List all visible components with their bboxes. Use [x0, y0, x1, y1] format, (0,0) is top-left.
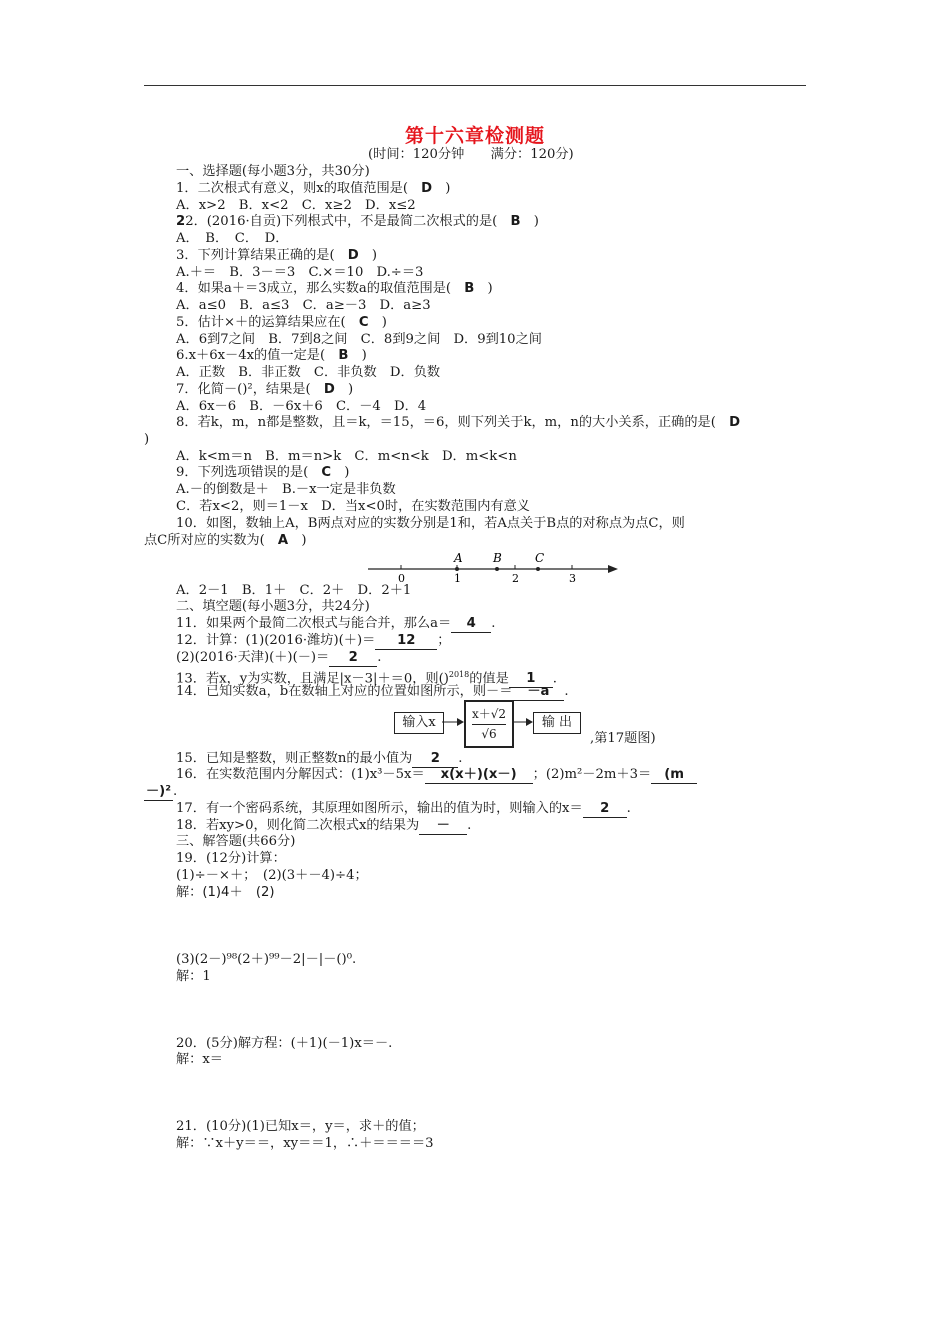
tick-label-3: 3 [569, 572, 576, 585]
question-15: 15．已知是整数，则正整数n的最小值为 2 . [176, 751, 463, 766]
question-16: 16．在实数范围内分解因式：(1)x³－5x＝ x(x＋)(x－) ；(2)m²－2m＋3＝ (m [176, 767, 697, 784]
label-b: B [493, 553, 502, 565]
blank-11: 4 [451, 616, 491, 633]
question-18: 18．若xy>0，则化简二次根式x的结果为 － . [176, 818, 472, 833]
blank-13: 1 [509, 671, 553, 688]
flowchart-figure [394, 700, 594, 748]
label-a: A [454, 553, 463, 565]
question-19-3: (3)(2－)⁹⁸(2＋)⁹⁹－2|－|－()⁰. [176, 952, 357, 967]
question-5: 5．估计×＋的运算结果应在( C ) [176, 315, 387, 330]
question-8: 8．若k，m，n都是整数，且＝k，＝15，＝6，则下列关于k，m，n的大小关系，正确的是( D [176, 415, 741, 430]
options-7: A．6x－6 B．－6x＋6 C．－4 D．4 [176, 399, 427, 414]
tick-label-2: 2 [512, 572, 519, 585]
question-20: 20．(5分)解方程：(＋1)(－1)x＝－. [176, 1036, 393, 1051]
answer-2: B [510, 214, 521, 229]
question-10: 10．如图，数轴上A，B两点对应的实数分别是1和，若A点关于B点的对称点为点C，则 [176, 516, 685, 531]
options-3: A.＋＝ B．3－＝3 C.×＝10 D.÷＝3 [176, 265, 424, 280]
section-choice: 一、选择题(每小题3分，共30分) [176, 164, 370, 179]
question-19: 19．(12分)计算： [176, 851, 286, 866]
subtitle: (时间：120分钟 满分：120分) [368, 147, 574, 162]
blank-16-1: x(x＋)(x－) [425, 767, 533, 784]
question-12: 12．计算：(1)(2016·潍坊)(＋)＝ 12 ； [176, 633, 451, 648]
question-3: 3．下列计算结果正确的是( D ) [176, 248, 378, 263]
question-4: 4．如果a＋＝3成立，那么实数a的取值范围是( B ) [176, 281, 493, 296]
arrow-icon [608, 565, 618, 573]
point-b [495, 567, 499, 571]
tick-label-0: 0 [398, 572, 405, 585]
options-10: A．2－1 B．1＋ C．2＋ D．2＋1 [176, 583, 412, 598]
question-9: 9．下列选项错误的是( C ) [176, 465, 350, 480]
answer-4: B [464, 281, 475, 296]
tick-label-1: 1 [454, 572, 461, 585]
options-1: A．x>2 B．x<2 C．x≥2 D．x≤2 [176, 198, 416, 213]
blank-15: 2 [412, 751, 458, 768]
blank-12-1: 12 [375, 633, 437, 650]
question-14: 14．已知实数a，b在数轴上对应的位置如图所示，则－＝ －a . [176, 684, 569, 699]
header-rule [144, 85, 806, 86]
blank-18: － [419, 818, 467, 835]
answer-5: C [358, 315, 369, 330]
flow-arrow-2 [513, 716, 533, 728]
solution-19: 解：(1)4＋ (2) [176, 885, 275, 900]
question-17: 17．有一个密码系统，其原理如图所示，输出的值为时，则输入的x＝ 2 . [176, 801, 631, 816]
question-19-parts: (1)÷－×＋； (2)(3＋－4)÷4； [176, 868, 368, 883]
solution-20: 解：x＝ [176, 1052, 223, 1067]
point-c [536, 567, 540, 571]
flow-process-box [464, 700, 514, 748]
answer-1: D [421, 181, 433, 196]
blank-12-2: 2 [329, 650, 377, 667]
question-1: 1．二次根式有意义，则x的取值范围是( D ) [176, 181, 451, 196]
answer-7: D [323, 382, 335, 397]
blank-14: －a [512, 684, 564, 701]
question-6: 6.x＋6x－4x的值一定是( B ) [176, 348, 367, 363]
flow-numerator: x＋√2 [471, 707, 507, 721]
options-8: A．k<m＝n B．m＝n>k C．m<n<k D．m<k<n [176, 449, 517, 464]
question-10-cont: 点C所对应的实数为( A ) [144, 533, 307, 548]
question-8-close: ) [144, 432, 150, 447]
figure-17-caption: ,第17题图) [590, 731, 656, 746]
answer-10: A [277, 533, 289, 548]
section-solve: 三、解答题(共66分) [176, 834, 296, 849]
flow-denominator: √6 [481, 727, 497, 741]
flow-input-box: 输入x [394, 712, 444, 734]
options-9a: A.－的倒数是＋ B.－x一定是非负数 [176, 482, 396, 497]
options-5: A．6到7之间 B．7到8之间 C．8到9之间 D．9到10之间 [176, 332, 542, 347]
answer-9: C [321, 465, 332, 480]
question-16-cont: －)² . [146, 784, 178, 799]
options-9b: C．若x<2，则＝1－x D．当x<0时，在实数范围内有意义 [176, 499, 530, 514]
point-a [455, 567, 459, 571]
blank-17: 2 [583, 801, 627, 818]
question-12-2: (2)(2016·天津)(＋)(－)＝ 2 . [176, 650, 382, 665]
question-11: 11．如果两个最简二次根式与能合并，那么a＝ 4 . [176, 616, 496, 631]
number-line-figure [368, 553, 618, 585]
answer-6: B [338, 348, 349, 363]
blank-16-2: (m [651, 767, 697, 784]
options-4: A．a≤0 B．a≤3 C．a≥－3 D．a≥3 [176, 298, 431, 313]
section-fill: 二、填空题(每小题3分，共24分) [176, 599, 370, 614]
solution-21: 解：∵x＋y＝＝，xy＝＝1，∴＋＝＝＝＝3 [176, 1136, 434, 1151]
question-21: 21．(10分)(1)已知x＝，y＝，求＋的值； [176, 1119, 425, 1134]
answer-3: D [347, 248, 359, 263]
answer-8: D [729, 415, 741, 430]
blank-16-2-cont: －)² [146, 784, 171, 799]
question-2: 22．(2016·自贡)下列根式中，不是最简二次根式的是( B ) [176, 214, 539, 229]
options-2: A． B． C． D． [176, 231, 289, 246]
question-13: 13．若x，y为实数，且满足|x－3|＋＝0，则()$^{2018}$的值是 1 . [176, 670, 557, 687]
flow-arrow-1 [442, 716, 464, 728]
flow-output-box: 输 出 [533, 712, 581, 734]
label-c: C [535, 553, 545, 565]
solution-19-3: 解：1 [176, 969, 211, 984]
options-6: A．正数 B．非正数 C．非负数 D．负数 [176, 365, 441, 380]
question-7: 7．化简－()²，结果是( D ) [176, 382, 354, 397]
page-title: 第十六章检测题 [404, 125, 545, 147]
